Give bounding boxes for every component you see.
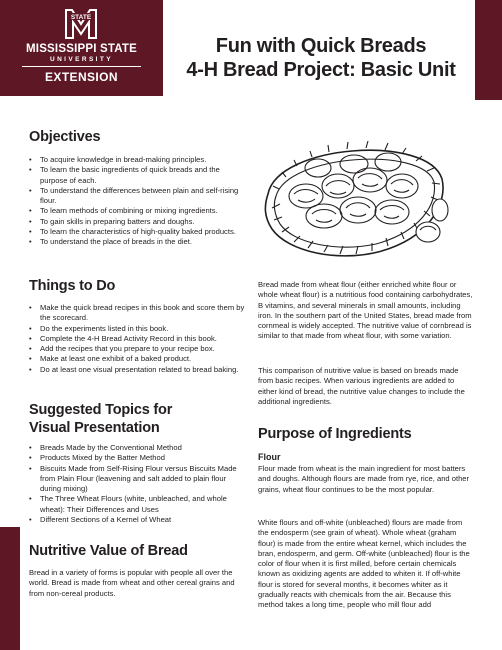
suggested-topics-heading-line-2: Visual Presentation (29, 420, 160, 436)
list-item: • To understand the place of breads in the diet. (29, 237, 249, 247)
suggested-topics-list (29, 443, 249, 525)
nutritive-value-heading: Nutritive Value of Bread (29, 543, 188, 559)
purpose-of-ingredients-heading: Purpose of Ingredients (258, 426, 412, 442)
list-item: • Do the experiments listed in this book. (29, 324, 249, 334)
objectives-list (29, 155, 249, 248)
page-title (170, 34, 472, 82)
logo-divider (22, 66, 141, 67)
list-item: • Products Mixed by the Batter Method (29, 453, 249, 463)
bread-basket-illustration (258, 124, 450, 266)
flour-paragraph-1: Flour made from wheat is the main ingredient for most batters and doughs. Although flours are made from rye, rice, and other grains, wheat flour continues to be the most popular. (258, 464, 470, 494)
svg-text:STATE: STATE (70, 14, 92, 21)
list-item: • To gain skills in preparing batters and doughs. (29, 217, 249, 227)
list-item: • Make at least one exhibit of a baked product. (29, 354, 249, 364)
list-item: • To learn the characteristics of high-quality baked products. (29, 227, 249, 237)
flour-paragraph-2: White flours and off-white (unbleached) flours are made from the endosperm (see grain of wheat). Whole wheat (graham flour) is made from the entire wheat kernel, which includes the bran, endosperm, and germ. Off-white (unbleached) flour is the color of flour when it is first milled, before certain chemicals known as oxidizing agents are added to whiten it. If off-white flour is stored for several months, it becomes whiter as it gradually reacts with chemicals from the air. Because this method takes a long time, people who mill flour add (258, 518, 470, 610)
list-item: • Complete the 4-H Bread Activity Record in this book. (29, 334, 249, 344)
extension-logo (0, 0, 163, 96)
nutritive-value-paragraph-2: Bread made from wheat flour (either enriched white flour or whole wheat flour) is a nutritious food containing carbohydrates, B vitamins, and several minerals in small amounts, including iron. In the southern part of the United States, bread made from cornmeal is widely accepted. The nutritive value of cornbread is similar to that made from wheat flour, with some variation. (258, 280, 473, 341)
list-item: • Biscuits Made from Self-Rising Flour versus Biscuits Made from Plain Flour (leavening and salt added to plain flour during mixing) (29, 464, 249, 495)
nutritive-value-paragraph-1: Bread in a variety of forms is popular with people all over the world. Bread is made from wheat and other cereal grains and from non-cereal products. (29, 568, 235, 598)
list-item: • The Three Wheat Flours (white, unbleached, and whole wheat): Their Differences and Uses (29, 494, 249, 515)
list-item: • Make the quick bread recipes in this book and score them by the scorecard. (29, 303, 249, 324)
list-item: • Do at least one visual presentation related to bread baking. (29, 365, 249, 375)
logo-university-label: UNIVERSITY (49, 56, 113, 63)
msu-state-m-icon (64, 6, 98, 40)
title-line-2: 4-H Bread Project: Basic Unit (186, 59, 456, 81)
list-item: • Breads Made by the Conventional Method (29, 443, 249, 453)
title-line-1: Fun with Quick Breads (215, 35, 427, 57)
flour-subheading: Flour (258, 452, 281, 462)
list-item: • To acquire knowledge in bread-making principles. (29, 155, 249, 165)
things-to-do-heading: Things to Do (29, 278, 116, 294)
objectives-heading: Objectives (29, 129, 101, 145)
list-item: • Different Sections of a Kernel of Wheat (29, 515, 249, 525)
list-item: • To learn methods of combining or mixing ingredients. (29, 206, 249, 216)
logo-university-name: MISSISSIPPI STATE (26, 43, 137, 55)
list-item: • To understand the differences between plain and self-rising flour. (29, 186, 249, 207)
suggested-topics-heading (29, 401, 172, 437)
list-item: • To learn the basic ingredients of quick breads and the purpose of each. (29, 165, 249, 186)
suggested-topics-heading-line-1: Suggested Topics for (29, 402, 173, 418)
header-accent-band (475, 0, 502, 100)
list-item: • Add the recipes that you prepare to your recipe box. (29, 344, 249, 354)
nutritive-value-paragraph-3: This comparison of nutritive value is based on breads made from basic recipes. When various ingredients are added to either kind of bread, the nutritive value changes to include the additional ingredients. (258, 366, 465, 406)
logo-extension-label: EXTENSION (45, 70, 118, 84)
things-to-do-list (29, 303, 249, 375)
left-accent-band (0, 527, 20, 650)
